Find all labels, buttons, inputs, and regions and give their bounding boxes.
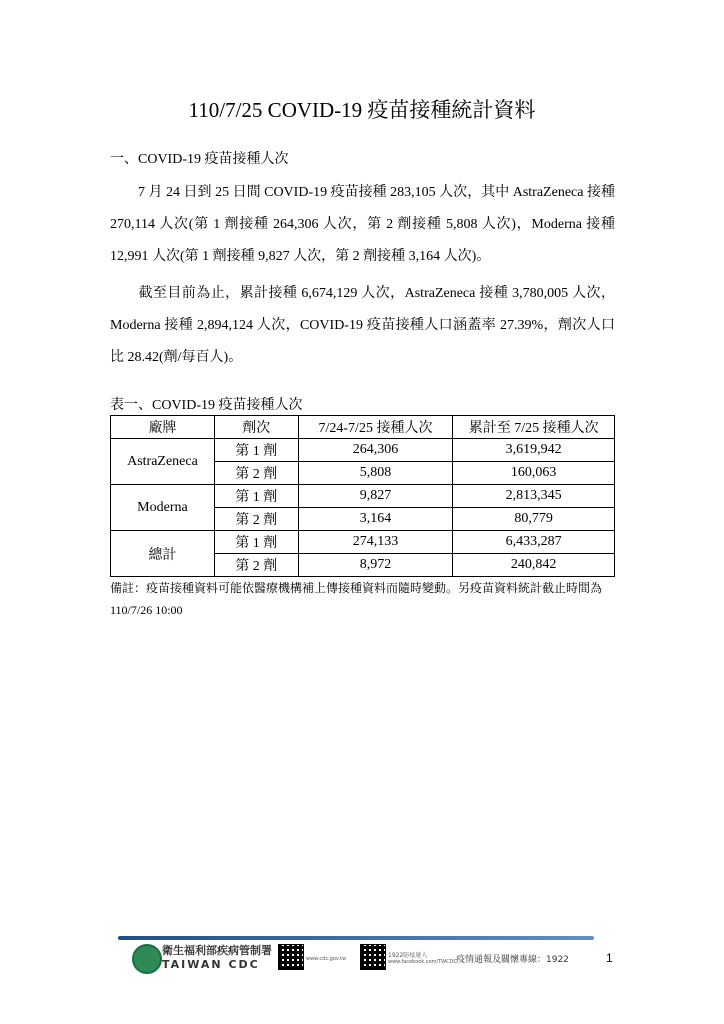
cumulative-cell: 3,619,942 (453, 439, 615, 462)
website-qr-icon (278, 944, 304, 970)
dose-cell: 第 2 劑 (214, 554, 298, 577)
footer-divider (118, 936, 594, 940)
paragraph-daily-summary (110, 177, 615, 273)
table-row (111, 439, 615, 462)
dose-cell: 第 2 劑 (214, 462, 298, 485)
page-number: 1 (606, 951, 613, 965)
website-url: www.cdc.gov.tw (306, 956, 347, 962)
section-heading: 一、COVID-19 疫苗接種人次 (110, 152, 289, 167)
brand-cell: 總計 (111, 531, 215, 577)
cumulative-cell: 160,063 (453, 462, 615, 485)
table-row (111, 485, 615, 508)
header-dose: 劑次 (214, 416, 298, 439)
dose-cell: 第 1 劑 (214, 485, 298, 508)
header-brand: 廠牌 (111, 416, 215, 439)
period-cell: 9,827 (298, 485, 453, 508)
table-caption: 表一、COVID-19 疫苗接種人次 (110, 398, 303, 413)
line-account: 1922防疫達人 (388, 952, 428, 959)
page-title: 110/7/25 COVID-19 疫苗接種統計資料 (188, 98, 536, 122)
dose-cell: 第 1 劑 (214, 531, 298, 554)
brand-cell: Moderna (111, 485, 215, 531)
footer-banner (118, 932, 594, 974)
cumulative-cell: 2,813,345 (453, 485, 615, 508)
brand-cell: AstraZeneca (111, 439, 215, 485)
vaccination-table (110, 415, 615, 577)
paragraph-daily-text: 7 月 24 日到 25 日間 COVID-19 疫苗接種 283,105 人次，其中 AstraZeneca 接種 270,114 人次(第 1 劑接種 264,306 人次，第 2 劑接種 5,808 人次)，Moderna 接種 12,991 人次(第 1 劑接種 9,827 人次，第 2 劑接種 3,164 人次)。 (110, 185, 615, 264)
cumulative-cell: 6,433,287 (453, 531, 615, 554)
facebook-url: www.facebook.com/TWCDC (388, 959, 458, 965)
header-period: 7/24-7/25 接種人次 (298, 416, 453, 439)
table-note: 備註：疫苗接種資料可能依醫療機構補上傳接種資料而隨時變動。另疫苗資料統計截止時間為 110/7/26 10:00 (110, 581, 603, 617)
period-cell: 5,808 (298, 462, 453, 485)
dose-cell: 第 2 劑 (214, 508, 298, 531)
org-name-zh: 衛生福利部疾病管制署 (162, 944, 272, 957)
paragraph-cumulative-text: 截至目前為止，累計接種 6,674,129 人次，AstraZeneca 接種 3,780,005 人次，Moderna 接種 2,894,124 人次，COVID-19 疫苗接種人口涵蓋率 27.39%，劑次人口比 28.42(劑/每百人)。 (110, 286, 615, 365)
period-cell: 8,972 (298, 554, 453, 577)
cdc-logo-icon (132, 944, 162, 974)
footer-org (162, 942, 272, 971)
facebook-qr-icon (360, 944, 386, 970)
header-cumulative: 累計至 7/25 接種人次 (453, 416, 615, 439)
dose-cell: 第 1 劑 (214, 439, 298, 462)
period-cell: 264,306 (298, 439, 453, 462)
period-cell: 3,164 (298, 508, 453, 531)
period-cell: 274,133 (298, 531, 453, 554)
cumulative-cell: 240,842 (453, 554, 615, 577)
cumulative-cell: 80,779 (453, 508, 615, 531)
paragraph-cumulative-summary (110, 278, 615, 374)
hotline-text: 疫情通報及關懷專線：1922 (456, 955, 569, 965)
table-row (111, 531, 615, 554)
org-name-en: TAIWAN CDC (162, 958, 260, 971)
table-header-row (111, 416, 615, 439)
